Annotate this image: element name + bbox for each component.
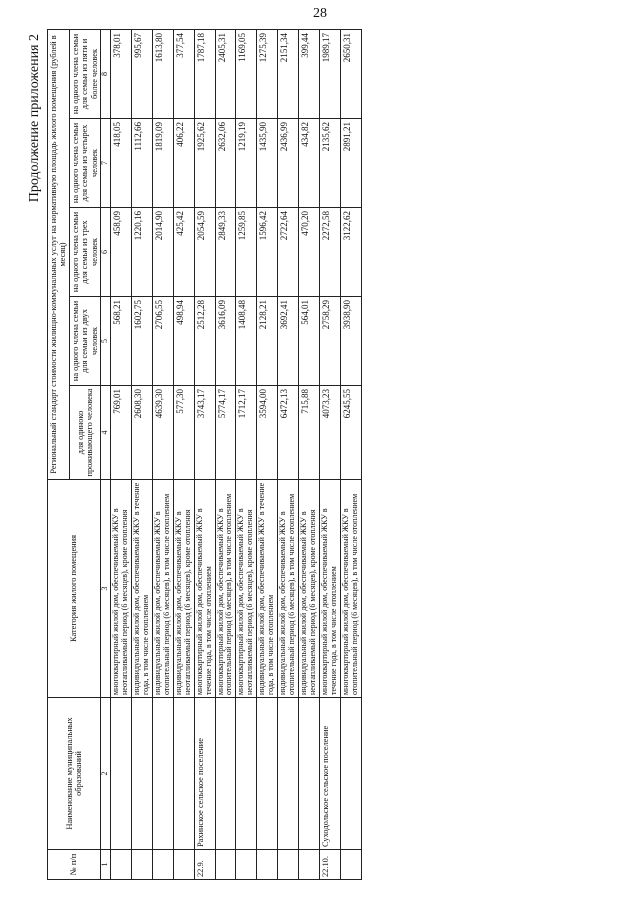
standard-value: 1613,80	[152, 29, 173, 118]
standard-value: 1112,66	[131, 119, 152, 208]
standard-value: 1712,17	[236, 386, 257, 480]
table-row	[152, 29, 173, 879]
header-col-1: для одиноко проживающего человека	[69, 386, 100, 480]
index-cell: 5	[101, 297, 111, 386]
header-col-5: на одного члена семьи для семьи из пяти и более человек	[69, 29, 100, 118]
header-col-4: на одного члена семьи для семьи из четырех человек	[69, 119, 100, 208]
standard-value: 378,01	[110, 29, 131, 118]
dwelling-category: индивидуальный жилой дом, обеспечиваемый ЖКУ в течение года, в том числе отоплением	[131, 480, 152, 698]
header-category: Категория жилого помещения	[48, 480, 101, 698]
standard-value: 2405,31	[215, 29, 236, 118]
table-row	[131, 29, 152, 879]
standard-value: 568,21	[110, 297, 131, 386]
table-row	[173, 29, 194, 879]
row-number	[236, 850, 257, 880]
standard-value: 1989,17	[320, 29, 341, 118]
table-row	[299, 29, 320, 879]
standard-value: 1275,39	[257, 29, 278, 118]
standard-value: 2128,21	[257, 297, 278, 386]
standard-value: 1925,62	[194, 119, 215, 208]
standard-value: 4639,30	[152, 386, 173, 480]
standard-value: 1220,16	[131, 208, 152, 297]
standard-value: 5774,17	[215, 386, 236, 480]
dwelling-category: индивидуальный жилой дом, обеспечиваемый ЖКУ в отопительный период (6 месяцев), в том числе отоплением	[152, 480, 173, 698]
standard-value: 2722,64	[278, 208, 299, 297]
table-body	[110, 29, 361, 879]
table-row	[194, 29, 215, 879]
standard-value: 377,54	[173, 29, 194, 118]
dwelling-category: многоквартирный жилой дом, обеспечиваемый ЖКУ в отопительный период (6 месяцев), в том числе отоплением	[340, 480, 361, 698]
standard-value: 3743,17	[194, 386, 215, 480]
dwelling-category: индивидуальный жилой дом, обеспечиваемый ЖКУ в течение года, в том числе отоплением	[257, 480, 278, 698]
municipality-name	[340, 698, 361, 850]
municipality-name	[257, 698, 278, 850]
standard-value: 458,09	[110, 208, 131, 297]
municipality-name	[110, 698, 131, 850]
standard-value: 564,01	[299, 297, 320, 386]
municipality-name	[236, 698, 257, 850]
dwelling-category: многоквартирный жилой дом, обеспечиваемый ЖКУ в неотапливаемый период (6 месяцев), кроме отопления	[236, 480, 257, 698]
standard-value: 1259,85	[236, 208, 257, 297]
row-number	[110, 850, 131, 880]
standard-value: 769,01	[110, 386, 131, 480]
appendix-title: Продолжение приложения 2	[27, 34, 42, 203]
municipality-name: Рахинское сельское поселение	[194, 698, 215, 850]
standard-value: 1408,48	[236, 297, 257, 386]
standard-value: 2151,34	[278, 29, 299, 118]
row-number	[173, 850, 194, 880]
index-cell: 1	[101, 850, 111, 880]
standard-value: 1169,05	[236, 29, 257, 118]
standard-value: 3938,90	[340, 297, 361, 386]
standard-value: 2272,58	[320, 208, 341, 297]
header-name: Наименование муниципальных образований	[48, 698, 101, 850]
standard-value: 2512,28	[194, 297, 215, 386]
index-cell: 3	[101, 480, 111, 698]
municipality-name	[131, 698, 152, 850]
municipality-name	[299, 698, 320, 850]
row-number	[257, 850, 278, 880]
table-row	[110, 29, 131, 879]
table-row	[320, 29, 341, 879]
standard-value: 2849,33	[215, 208, 236, 297]
standard-value: 418,05	[110, 119, 131, 208]
header-num: № п/п	[48, 850, 101, 880]
index-cell: 8	[101, 29, 111, 118]
standard-value: 1596,42	[257, 208, 278, 297]
row-number	[299, 850, 320, 880]
row-number	[215, 850, 236, 880]
standard-value: 2706,55	[152, 297, 173, 386]
dwelling-category: многоквартирный жилой дом, обеспечиваемый ЖКУ в отопительный период (6 месяцев), в том числе отоплением	[215, 480, 236, 698]
standard-value: 1819,09	[152, 119, 173, 208]
standard-value: 1602,75	[131, 297, 152, 386]
dwelling-category: индивидуальный жилой дом, обеспечиваемый ЖКУ в неотапливаемый период (6 месяцев), кроме отопления	[173, 480, 194, 698]
standard-value: 3616,09	[215, 297, 236, 386]
standard-value: 715,88	[299, 386, 320, 480]
municipality-name	[278, 698, 299, 850]
page-number: 28	[313, 6, 327, 21]
standard-value: 6472,13	[278, 386, 299, 480]
standard-value: 406,22	[173, 119, 194, 208]
standard-value: 3122,62	[340, 208, 361, 297]
row-number	[131, 850, 152, 880]
standard-value: 434,82	[299, 119, 320, 208]
municipality-name	[152, 698, 173, 850]
standard-value: 1787,18	[194, 29, 215, 118]
table-row	[257, 29, 278, 879]
dwelling-category: индивидуальный жилой дом, обеспечиваемый ЖКУ в неотапливаемый период (6 месяцев), кроме отопления	[299, 480, 320, 698]
row-number	[340, 850, 361, 880]
municipality-name: Суходольское сельское поселение	[320, 698, 341, 850]
municipality-name	[215, 698, 236, 850]
index-cell: 7	[101, 119, 111, 208]
standard-value: 6245,55	[340, 386, 361, 480]
standard-value: 3692,41	[278, 297, 299, 386]
standard-value: 2650,31	[340, 29, 361, 118]
standard-value: 995,67	[131, 29, 152, 118]
standard-value: 2014,90	[152, 208, 173, 297]
standard-value: 1435,90	[257, 119, 278, 208]
standard-value: 2891,21	[340, 119, 361, 208]
table-row	[236, 29, 257, 879]
standard-value: 2632,06	[215, 119, 236, 208]
row-number: 22.9.	[194, 850, 215, 880]
dwelling-category: многоквартирный жилой дом, обеспечиваемый ЖКУ в течение года, в том числе отоплением	[320, 480, 341, 698]
column-index-row	[101, 29, 111, 879]
table-row	[340, 29, 361, 879]
standard-value: 399,44	[299, 29, 320, 118]
standard-value: 2436,99	[278, 119, 299, 208]
standard-value: 577,30	[173, 386, 194, 480]
standard-value: 2758,29	[320, 297, 341, 386]
row-number	[152, 850, 173, 880]
header-standard: Региональный стандарт стоимости жилищно-коммунальных услуг на нормативную площадь жилого помещения (рублей в месяц)	[48, 29, 70, 479]
index-cell: 6	[101, 208, 111, 297]
row-number	[278, 850, 299, 880]
header-col-3: на одного члена семьи для семьи из трех человек	[69, 208, 100, 297]
standard-value: 2135,62	[320, 119, 341, 208]
standard-value: 4073,23	[320, 386, 341, 480]
standard-value: 2054,59	[194, 208, 215, 297]
dwelling-category: индивидуальный жилой дом, обеспечиваемый ЖКУ в отопительный период (6 месяцев), в том числе отоплением	[278, 480, 299, 698]
dwelling-category: многоквартирный жилой дом, обеспечиваемый ЖКУ в неотапливаемый период (6 месяцев), кроме отопления	[110, 480, 131, 698]
municipality-name	[173, 698, 194, 850]
dwelling-category: многоквартирный жилой дом, обеспечиваемый ЖКУ в течение года, в том числе отоплением	[194, 480, 215, 698]
standard-value: 498,94	[173, 297, 194, 386]
table-row	[215, 29, 236, 879]
index-cell: 4	[101, 386, 111, 480]
standard-value: 425,42	[173, 208, 194, 297]
standard-value: 1219,19	[236, 119, 257, 208]
row-number: 22.10.	[320, 850, 341, 880]
standards-table	[47, 29, 362, 880]
standard-value: 470,20	[299, 208, 320, 297]
standard-value: 2608,30	[131, 386, 152, 480]
rotated-sheet	[25, 30, 615, 880]
table-row	[278, 29, 299, 879]
header-col-2: на одного члена семьи для семьи из двух человек	[69, 297, 100, 386]
standard-value: 3594,00	[257, 386, 278, 480]
index-cell: 2	[101, 698, 111, 850]
